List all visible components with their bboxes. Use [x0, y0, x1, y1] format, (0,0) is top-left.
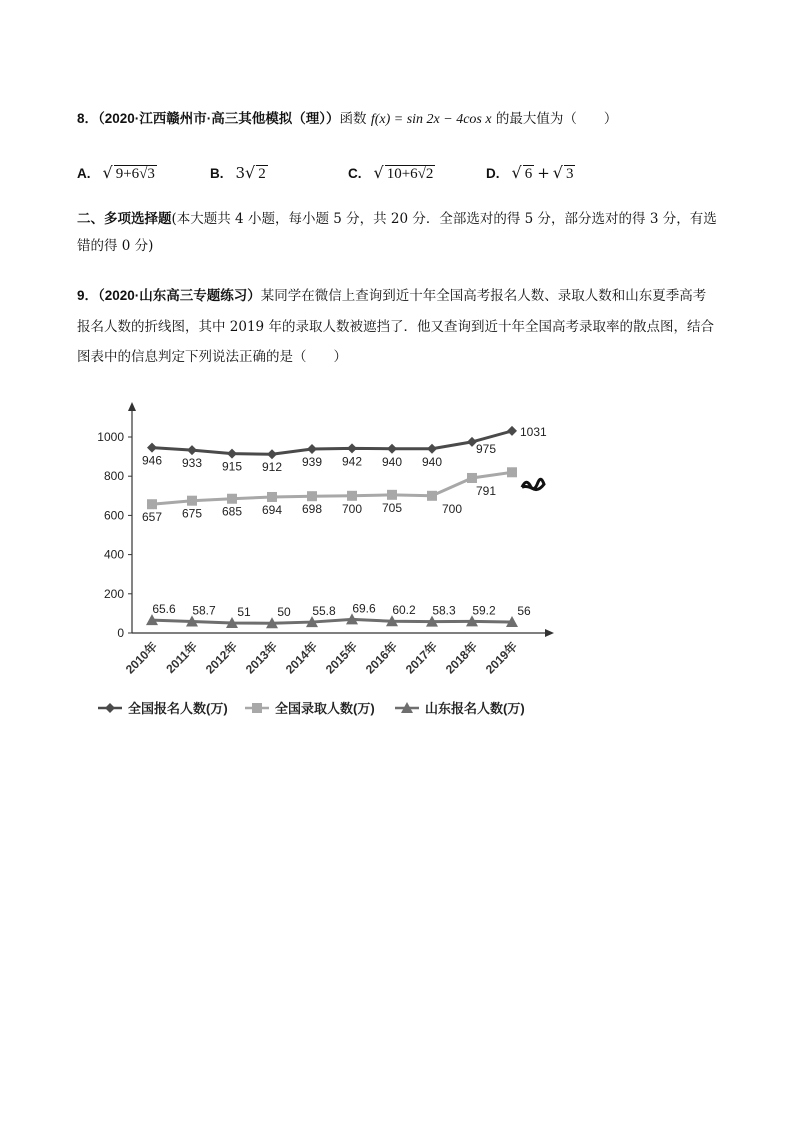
diamond-marker: [507, 426, 517, 436]
radical-icon: √: [511, 163, 522, 182]
series-line: [152, 619, 512, 623]
diamond-marker: [267, 449, 277, 459]
data-label: 791: [475, 483, 497, 498]
legend-label: 山东报名人数(万): [425, 701, 525, 716]
x-tick-label: 2011年: [163, 639, 201, 677]
q9-line2: 报名人数的折线图，其中 2019 年的录取人数被遮挡了．他又查询到近十年全国高考录取率的散点图，结合: [77, 319, 714, 335]
section-desc-cont: 错的得 0 分): [77, 238, 154, 254]
radical-icon: √: [102, 163, 113, 182]
obscured-label-scribble: [522, 479, 544, 489]
option-radicand: 6: [524, 166, 533, 182]
data-label: 694: [261, 502, 283, 517]
diamond-marker: [187, 445, 197, 455]
data-label: 675: [181, 506, 203, 521]
q9-number: 9．: [77, 288, 99, 303]
data-label: 685: [221, 504, 243, 519]
square-marker: [427, 491, 437, 501]
data-label: 55.8: [312, 604, 336, 619]
q8-prefix: 函数: [339, 111, 367, 127]
series-line: [152, 472, 512, 504]
series-line: [152, 431, 512, 454]
x-tick-label: 2012年: [202, 639, 241, 677]
data-label: 933: [181, 456, 203, 471]
diamond-marker: [147, 443, 157, 453]
x-tick-label: 2017年: [402, 639, 441, 677]
x-tick-label: 2013年: [242, 639, 281, 677]
q9-stem: [77, 284, 706, 304]
option-label: D.: [486, 166, 500, 181]
diamond-marker: [347, 443, 357, 453]
diamond-marker: [427, 444, 437, 454]
option-plus: +: [537, 164, 550, 182]
q9-line1: 某同学在微信上查询到近十年全国高考报名人数、录取人数和山东夏季高考: [260, 288, 707, 304]
radical-icon: √: [373, 163, 384, 182]
q8-source: （2020·江西赣州市·高三其他模拟（理））: [98, 111, 340, 126]
radical-icon: √: [552, 163, 563, 182]
square-marker: [147, 499, 157, 509]
q8-option-c[interactable]: [348, 163, 435, 183]
option-label: C.: [348, 166, 362, 181]
data-label: 940: [381, 454, 403, 469]
legend-label: 全国录取人数(万): [275, 701, 375, 716]
data-label: 657: [141, 510, 163, 525]
section-desc: (本大题共 4 小题，每小题 5 分，共 20 分．全部选对的得 5 分，部分选对的得 3 分，有选: [171, 211, 717, 227]
data-label: 59.2: [472, 603, 496, 618]
y-tick-label: 600: [103, 508, 124, 523]
square-marker: [387, 490, 397, 500]
y-tick-label: 800: [103, 469, 124, 484]
data-label: 705: [381, 500, 403, 515]
data-label: 940: [421, 454, 443, 469]
x-tick-label: 2018年: [442, 639, 481, 677]
option-radicand: 2: [258, 166, 266, 182]
x-tick-label: 2010年: [122, 639, 161, 677]
square-marker: [187, 496, 197, 506]
option-label: B.: [210, 166, 224, 181]
data-label: 65.6: [152, 602, 176, 617]
section-title: 二、多项选择题: [77, 211, 172, 226]
option-radicand: 3: [565, 166, 574, 182]
q8-option-d[interactable]: [486, 163, 575, 183]
q8-suffix: 的最大值为（ ）: [495, 111, 618, 127]
legend-label: 全国报名人数(万): [128, 701, 228, 716]
data-label: 939: [301, 454, 323, 469]
data-label: 700: [341, 501, 363, 516]
square-marker: [307, 491, 317, 501]
data-label: 946: [141, 453, 163, 468]
data-label: 60.2: [392, 603, 416, 618]
line-chart: [95, 395, 565, 725]
y-tick-label: 400: [103, 547, 124, 562]
data-label: 915: [221, 459, 243, 474]
y-tick-label: 200: [103, 586, 124, 601]
x-axis-arrow-icon: [545, 629, 554, 637]
square-marker: [267, 492, 277, 502]
square-marker: [507, 467, 517, 477]
x-tick-label: 2015年: [322, 639, 361, 677]
x-tick-label: 2016年: [362, 639, 401, 677]
q9-line3: 图表中的信息判定下列说法正确的是（ ）: [77, 349, 347, 365]
x-tick-label: 2014年: [282, 639, 321, 677]
y-tick-label: 1000: [97, 430, 124, 444]
data-label: 975: [475, 441, 497, 456]
square-marker: [347, 491, 357, 501]
y-axis-arrow-icon: [128, 402, 136, 411]
data-label: 698: [301, 502, 323, 517]
data-label: 700: [441, 501, 463, 516]
data-label: 942: [341, 454, 363, 469]
data-label: 1031: [520, 424, 547, 439]
data-label: 50: [277, 605, 291, 620]
diamond-marker: [387, 444, 397, 454]
data-label: 51: [237, 605, 251, 620]
radical-icon: √: [245, 163, 256, 182]
legend-square-icon: [252, 703, 262, 713]
x-tick-label: 2019年: [482, 639, 521, 677]
option-radicand: 10+6√2: [386, 166, 434, 182]
q8-option-a[interactable]: [77, 163, 157, 183]
square-marker: [467, 473, 477, 483]
q8-formula: f(x) = sin 2x − 4cos x: [370, 112, 492, 127]
square-marker: [227, 494, 237, 504]
data-label: 58.7: [192, 603, 216, 618]
diamond-marker: [227, 449, 237, 459]
data-label: 56: [517, 604, 531, 619]
data-label: 69.6: [352, 601, 376, 616]
q9-source: （2020·山东高三专题练习）: [98, 288, 261, 303]
data-label: 912: [261, 460, 283, 475]
diamond-marker: [307, 444, 317, 454]
section-heading: [77, 207, 717, 227]
y-tick-label: 0: [117, 626, 124, 640]
option-label: A.: [77, 166, 91, 181]
option-coef: 3: [235, 164, 246, 182]
legend-diamond-icon: [105, 703, 115, 713]
q8-number: 8．: [77, 111, 99, 126]
option-radicand: 9+6√3: [115, 166, 155, 182]
q8-stem: [77, 107, 617, 128]
data-label: 58.3: [432, 603, 456, 618]
q8-option-b[interactable]: [210, 163, 268, 183]
